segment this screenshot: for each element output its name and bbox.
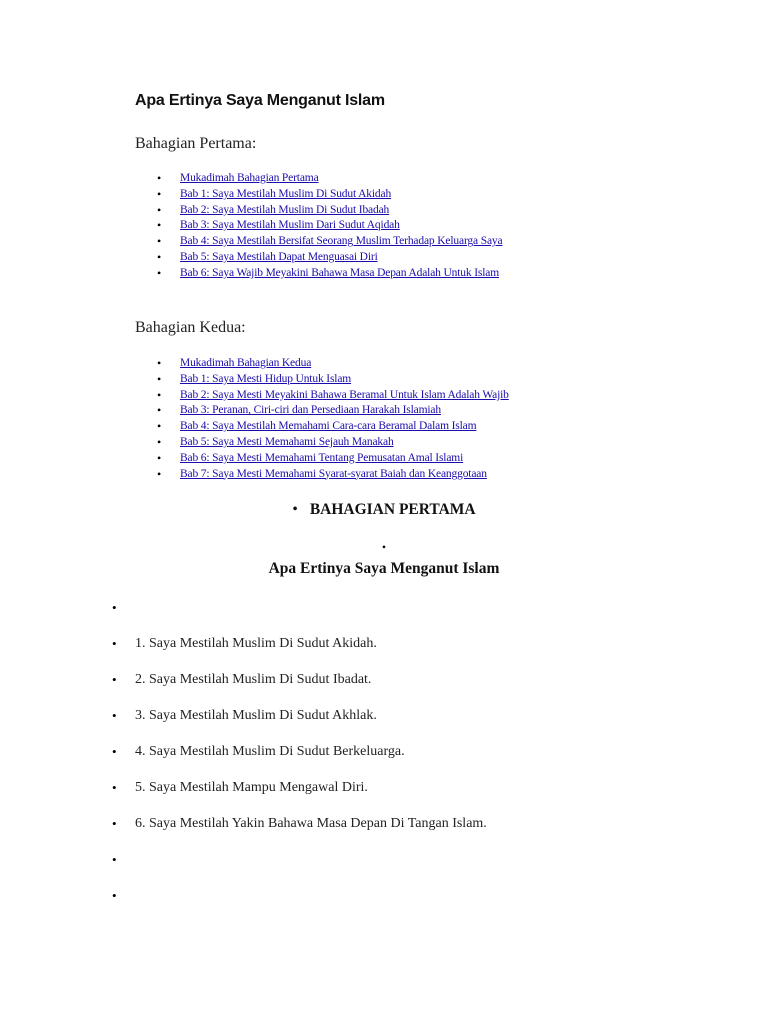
section-subtitle: Apa Ertinya Saya Menganut Islam [268, 560, 500, 577]
toc-link-bab-5[interactable]: Bab 5: Saya Mestilah Dapat Menguasai Diri [180, 250, 378, 263]
list-item [0, 250, 502, 266]
toc-link-kedua-bab-3[interactable]: Bab 3: Peranan, Ciri-ciri dan Persediaan Harakah Islamiah [180, 404, 441, 417]
toc-list-kedua [0, 356, 509, 482]
chapter-text: 2. Saya Mestilah Muslim Di Sudut Ibadat. [135, 672, 372, 687]
toc-link-kedua-bab-1[interactable]: Bab 1: Saya Mesti Hidup Untuk Islam [180, 372, 352, 385]
list-item [0, 218, 502, 234]
page-title: Apa Ertinya Saya Menganut Islam [135, 92, 385, 109]
list-item [0, 634, 487, 670]
list-item [0, 814, 487, 850]
bahagian-pertama-heading: Bahagian Pertama: [135, 135, 257, 152]
toc-link-bab-4[interactable]: Bab 4: Saya Mestilah Bersifat Seorang Muslim Terhadap Keluarga Saya [180, 235, 503, 248]
list-item [0, 356, 509, 372]
bullet-icon: • [112, 744, 117, 759]
chapter-list [0, 598, 487, 922]
toc-link-bab-3[interactable]: Bab 3: Saya Mestilah Muslim Dari Sudut Aqidah [180, 219, 400, 232]
toc-link-mukadimah-kedua[interactable]: Mukadimah Bahagian Kedua [180, 357, 312, 369]
list-item [0, 403, 509, 419]
list-item [0, 467, 509, 483]
list-item [0, 203, 502, 219]
toc-link-bab-6[interactable]: Bab 6: Saya Wajib Meyakini Bahawa Masa Depan Adalah Untuk Islam [180, 266, 500, 279]
list-item [0, 266, 502, 282]
list-item [0, 234, 502, 250]
list-item [0, 598, 487, 634]
chapter-text: 4. Saya Mestilah Muslim Di Sudut Berkeluarga. [135, 744, 405, 759]
list-item [0, 670, 487, 706]
bullet-icon: • [112, 816, 117, 831]
chapter-text: 6. Saya Mestilah Yakin Bahawa Masa Depan Di Tangan Islam. [135, 816, 487, 831]
bullet-icon: • [112, 636, 117, 651]
bullet-icon: • [112, 780, 117, 795]
list-item [0, 778, 487, 814]
toc-link-bab-2[interactable]: Bab 2: Saya Mestilah Muslim Di Sudut Ibadah [180, 203, 390, 216]
toc-link-kedua-bab-5[interactable]: Bab 5: Saya Mesti Memahami Sejauh Manakah [180, 435, 394, 448]
toc-link-mukadimah-pertama[interactable]: Mukadimah Bahagian Pertama [180, 172, 319, 184]
bullet-icon: • [112, 672, 117, 687]
bullet-icon: • [381, 540, 387, 554]
list-item [0, 706, 487, 742]
toc-link-bab-1[interactable]: Bab 1: Saya Mestilah Muslim Di Sudut Akidah [180, 187, 392, 200]
list-item [0, 419, 509, 435]
list-item [0, 850, 487, 886]
toc-link-kedua-bab-4[interactable]: Bab 4: Saya Mestilah Memahami Cara-cara Beramal Dalam Islam [180, 420, 477, 433]
chapter-text: 3. Saya Mestilah Muslim Di Sudut Akhlak. [135, 708, 377, 723]
list-item [0, 372, 509, 388]
list-item [0, 388, 509, 404]
list-item [0, 451, 509, 467]
bullet-icon: • [292, 501, 298, 518]
chapter-text: 1. Saya Mestilah Muslim Di Sudut Akidah. [135, 636, 377, 651]
list-item [0, 886, 487, 922]
bullet-icon: • [112, 600, 117, 615]
bahagian-pertama-section-heading [0, 501, 768, 519]
chapter-text: 5. Saya Mestilah Mampu Mengawal Diri. [135, 780, 368, 795]
list-item [0, 171, 502, 187]
toc-link-kedua-bab-7[interactable]: Bab 7: Saya Mesti Memahami Syarat-syarat Baiah dan Keanggotaan [180, 467, 487, 480]
toc-link-kedua-bab-2[interactable]: Bab 2: Saya Mesti Meyakini Bahawa Beramal Untuk Islam Adalah Wajib [180, 388, 509, 401]
section-heading-text: BAHAGIAN PERTAMA [309, 501, 476, 518]
bullet-icon: • [112, 708, 117, 723]
list-item [0, 187, 502, 203]
toc-list-pertama [0, 171, 502, 282]
bahagian-kedua-heading: Bahagian Kedua: [135, 319, 246, 336]
list-item [0, 435, 509, 451]
bullet-icon: • [112, 852, 117, 867]
bullet-icon: • [112, 888, 117, 903]
toc-link-kedua-bab-6[interactable]: Bab 6: Saya Mesti Memahami Tentang Pemusatan Amal Islami [180, 451, 464, 464]
list-item [0, 742, 487, 778]
